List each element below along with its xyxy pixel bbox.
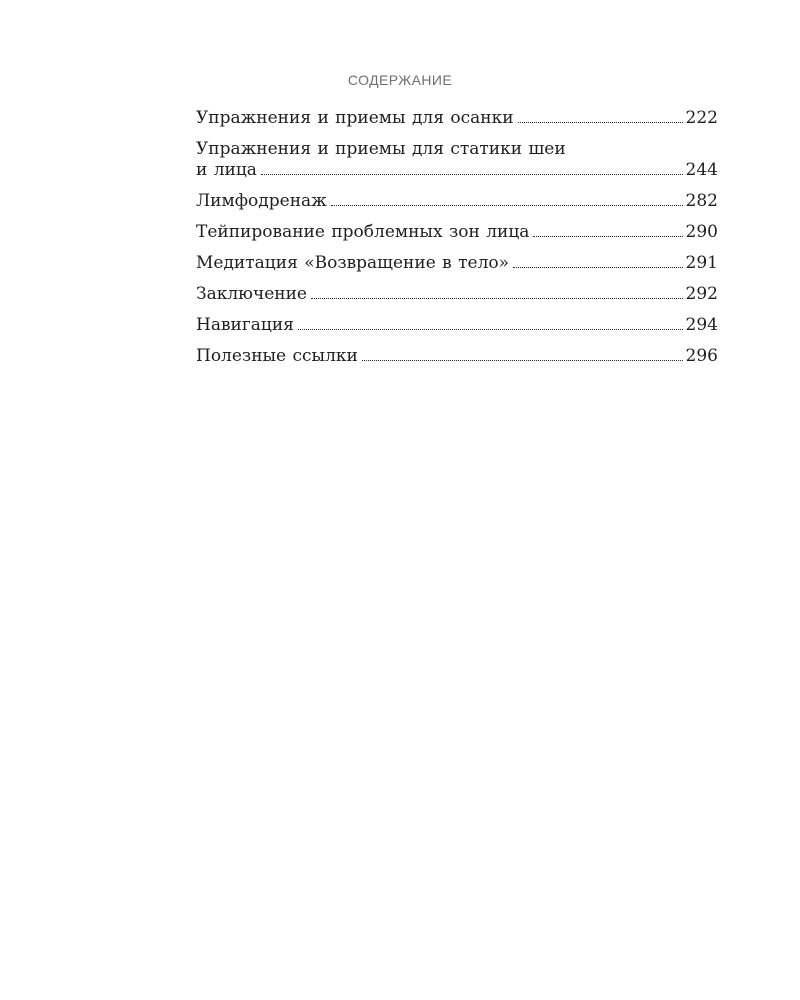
toc-entry xyxy=(196,346,718,367)
toc-entry-title-line2: и лица xyxy=(196,160,257,180)
toc-entry-title: Упражнения и приемы для осанки xyxy=(196,108,514,128)
toc-entry-page: 222 xyxy=(685,108,718,128)
dot-leader xyxy=(311,297,683,299)
toc-entry xyxy=(196,315,718,336)
toc-entry-title-line1: Упражнения и приемы для статики шеи xyxy=(196,139,566,159)
dot-leader xyxy=(261,173,683,175)
toc-entry-page: 292 xyxy=(685,284,718,304)
toc-entry-page: 296 xyxy=(685,346,718,366)
toc-entry-title: Медитация «Возвращение в тело» xyxy=(196,253,510,273)
toc-entry-page: 294 xyxy=(685,315,718,335)
toc-entry xyxy=(196,108,718,129)
toc-entry-title: Навигация xyxy=(196,315,294,335)
dot-leader xyxy=(331,204,683,206)
toc-entry-title: Полезные ссылки xyxy=(196,346,358,366)
toc-entry-title: Тейпирование проблемных зон лица xyxy=(196,222,530,242)
toc-entry xyxy=(196,253,718,274)
dot-leader xyxy=(298,328,683,330)
toc-entry xyxy=(196,222,718,243)
dot-leader xyxy=(513,266,682,268)
toc-entry-page: 290 xyxy=(685,222,718,242)
running-head: СОДЕРЖАНИЕ xyxy=(347,72,453,88)
toc-entry-line1 xyxy=(196,139,718,160)
toc-entry-page: 244 xyxy=(685,160,718,180)
toc-entry-page: 291 xyxy=(685,253,718,273)
toc-entry-line2 xyxy=(196,160,718,181)
dot-leader xyxy=(518,121,683,123)
toc-entry xyxy=(196,191,718,212)
toc-entry xyxy=(196,284,718,305)
toc-entry-title: Заключение xyxy=(196,284,307,304)
toc-entry-title: Лимфодренаж xyxy=(196,191,327,211)
dot-leader xyxy=(362,359,683,361)
dot-leader xyxy=(533,235,682,237)
toc-entry-page: 282 xyxy=(685,191,718,211)
table-of-contents xyxy=(196,108,718,367)
